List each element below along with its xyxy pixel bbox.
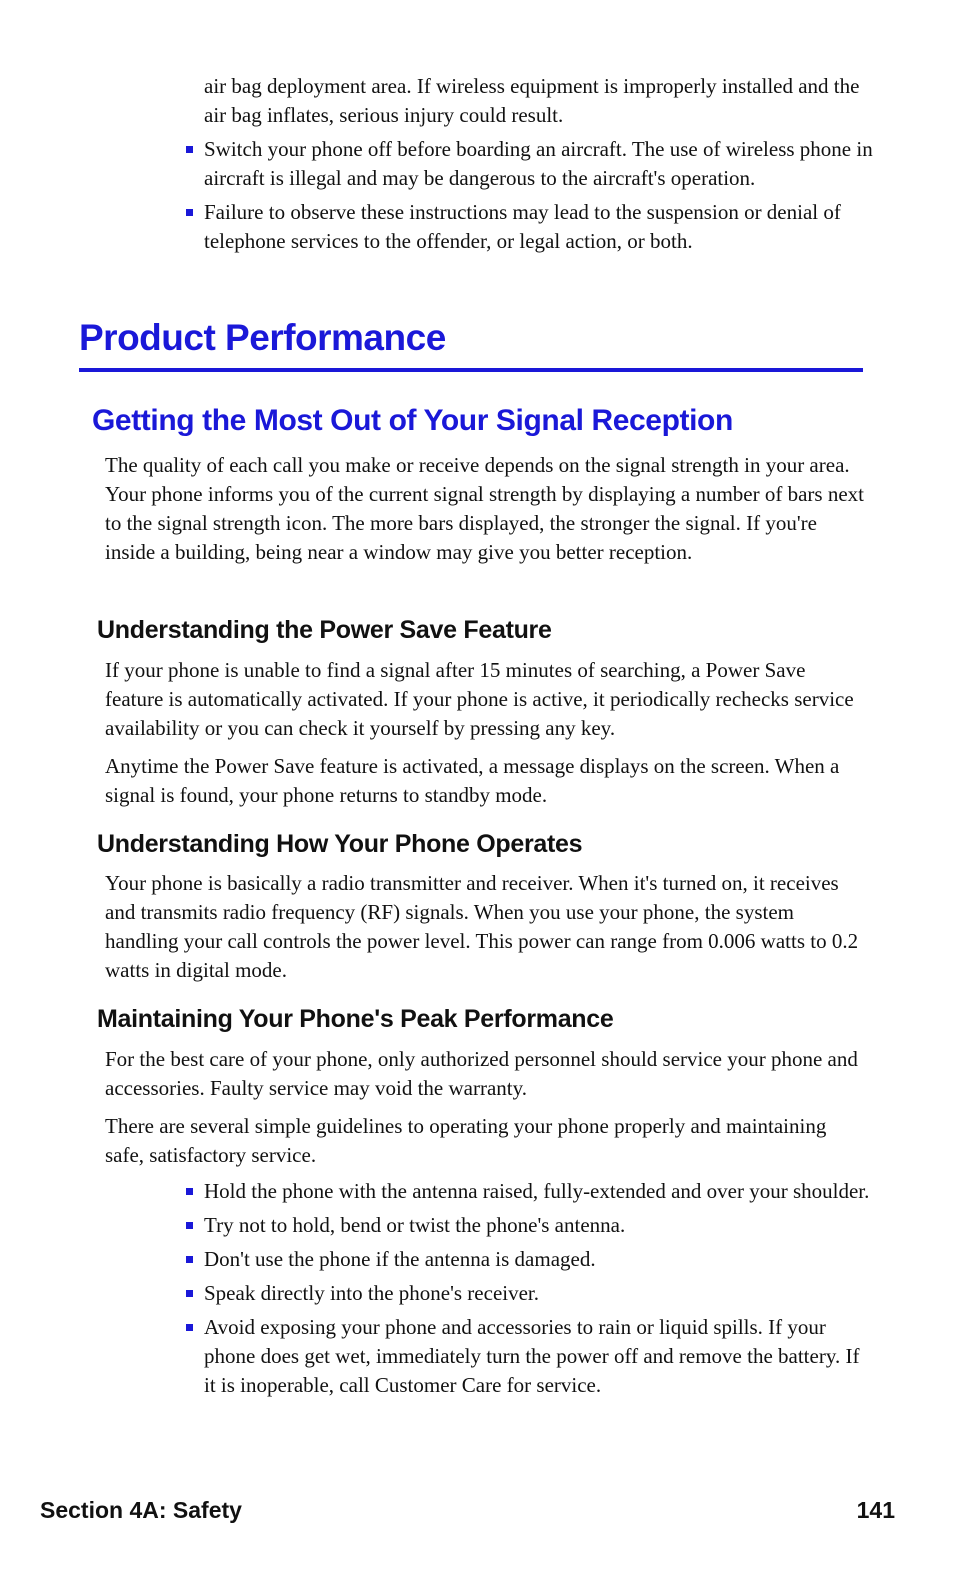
peak-guidelines — [186, 1177, 876, 1405]
square-bullet-icon — [186, 209, 193, 216]
list-item — [186, 135, 876, 193]
list-item — [186, 1245, 876, 1274]
operates-paragraph: Your phone is basically a radio transmitter and receiver. When it's turned on, it receives and transmits radio frequency (RF) signals. When you use your phone, the system handling your call controls the power level. This power can range from 0.006 watts to 0.2 watts in digital mode. — [105, 871, 859, 982]
list-item-text: Hold the phone with the antenna raised, fully-extended and over your shoulder. — [204, 1179, 870, 1203]
list-item — [186, 198, 876, 256]
list-item-text: Speak directly into the phone's receiver. — [204, 1281, 540, 1305]
list-item-text: Don't use the phone if the antenna is damaged. — [204, 1247, 596, 1271]
heading-peak-performance: Maintaining Your Phone's Peak Performance — [97, 1005, 614, 1033]
safety-bullets-continued — [186, 72, 876, 261]
list-item — [186, 1279, 876, 1308]
heading-power-save: Understanding the Power Save Feature — [97, 616, 552, 644]
list-item-text: Failure to observe these instructions may lead to the suspension or denial of telephone services to the offender, or legal action, or both. — [204, 200, 841, 253]
list-item — [186, 1177, 876, 1206]
power-save-paragraph-2: Anytime the Power Save feature is activated, a message displays on the screen. When a signal is found, your phone returns to standby mode. — [105, 754, 840, 807]
list-item-text: Switch your phone off before boarding an aircraft. The use of wireless phone in aircraft is illegal and may be dangerous to the aircraft's operation. — [204, 137, 873, 190]
square-bullet-icon — [186, 1324, 193, 1331]
list-item — [186, 1313, 876, 1400]
power-save-paragraph-1: If your phone is unable to find a signal after 15 minutes of searching, a Power Save feature is automatically activated. If your phone is active, it periodically rechecks service availability or you can check it yourself by pressing any key. — [105, 658, 854, 740]
page-number: 141 — [856, 1497, 895, 1523]
peak-paragraph-2: There are several simple guidelines to operating your phone properly and maintaining safe, satisfactory service. — [105, 1114, 827, 1167]
bullet-continuation-text: air bag deployment area. If wireless equipment is improperly installed and the air bag inflates, serious injury could result. — [204, 74, 860, 127]
subsection-title-signal: Getting the Most Out of Your Signal Reception — [92, 404, 733, 437]
peak-paragraph-1: For the best care of your phone, only authorized personnel should service your phone and accessories. Faulty service may void the warranty. — [105, 1047, 858, 1100]
square-bullet-icon — [186, 1188, 193, 1195]
list-item-text: Avoid exposing your phone and accessories to rain or liquid spills. If your phone does get wet, immediately turn the power off and remove the battery. If it is inoperable, call Customer Care for service. — [204, 1315, 860, 1397]
safety-bullet-list — [186, 135, 876, 256]
section-title: Product Performance — [79, 317, 446, 358]
footer-section-label: Section 4A: Safety — [40, 1497, 242, 1523]
heading-phone-operates: Understanding How Your Phone Operates — [97, 830, 583, 858]
square-bullet-icon — [186, 1256, 193, 1263]
signal-paragraph: The quality of each call you make or receive depends on the signal strength in your area. Your phone informs you of the current signal strength by displaying a number of bars next to the signal strength icon. The more bars displayed, the stronger the signal. If you're inside a building, being near a window may give you better reception. — [105, 453, 864, 564]
guidelines-bullet-list — [186, 1177, 876, 1400]
section-title-rule — [79, 368, 863, 372]
list-item — [186, 1211, 876, 1240]
square-bullet-icon — [186, 146, 193, 153]
square-bullet-icon — [186, 1290, 193, 1297]
list-item-text: Try not to hold, bend or twist the phone's antenna. — [204, 1213, 626, 1237]
square-bullet-icon — [186, 1222, 193, 1229]
